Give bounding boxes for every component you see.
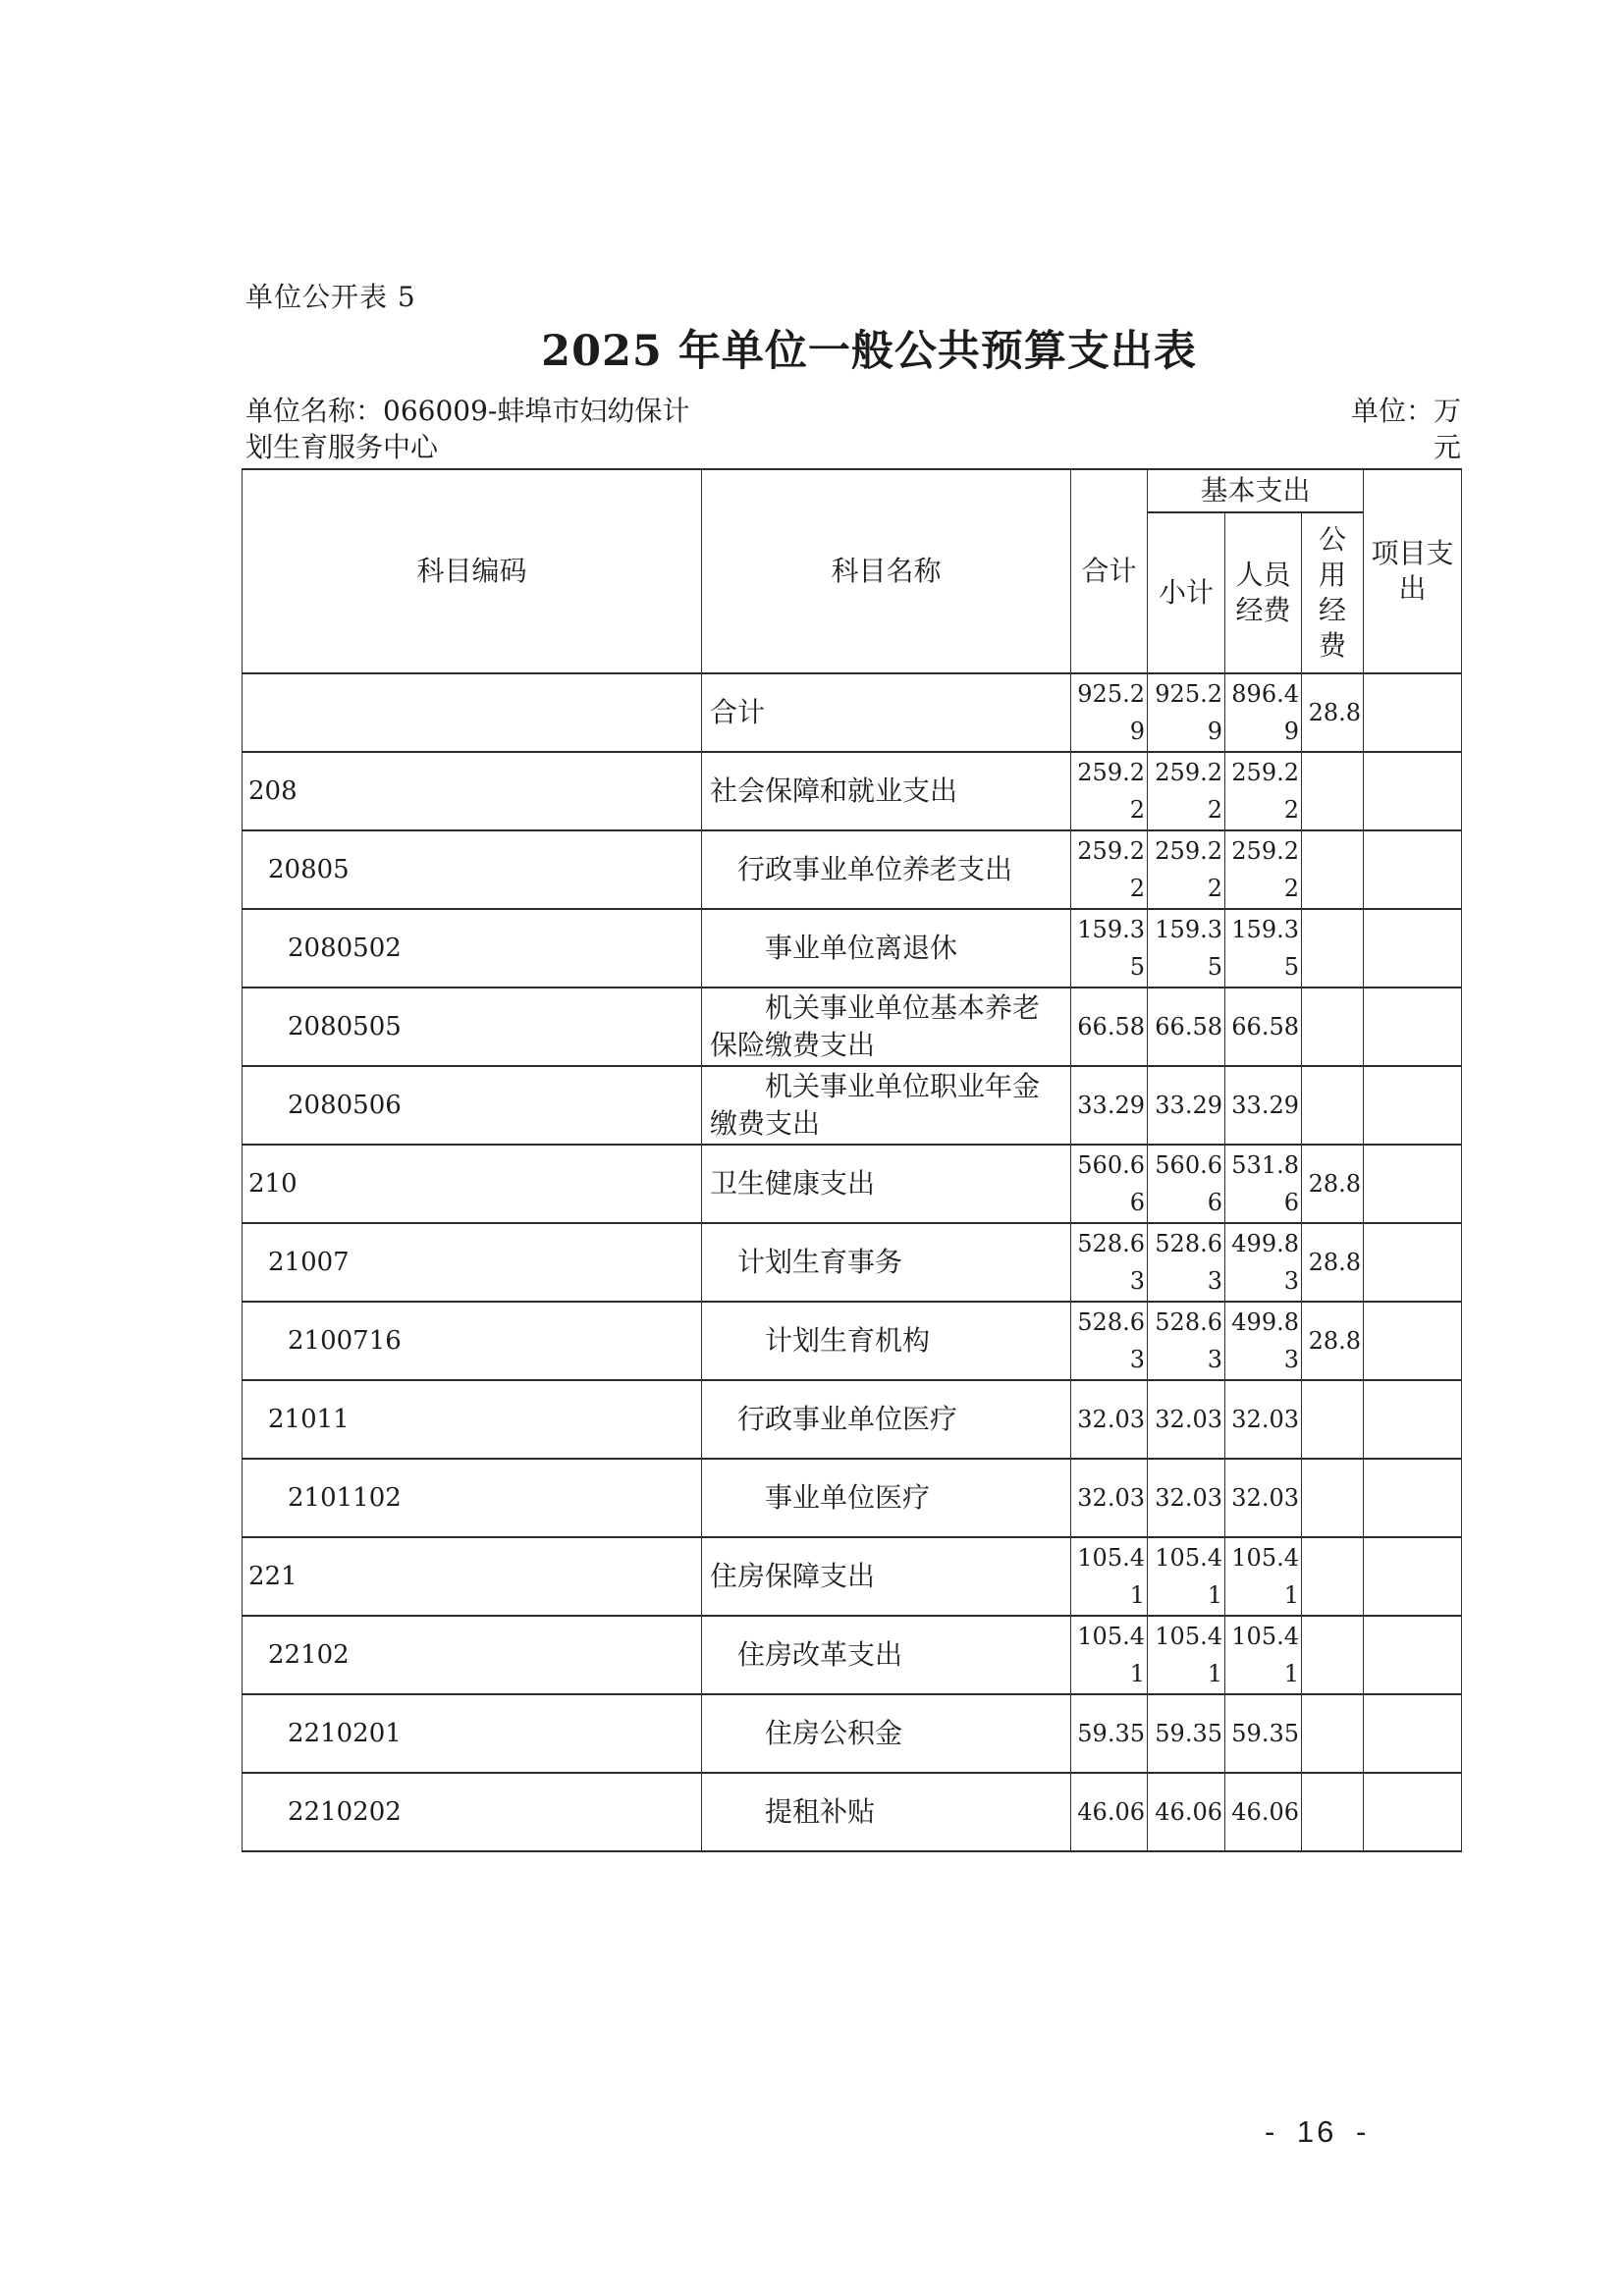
header-subject-code: 科目编码 [243, 469, 702, 673]
basic-subtotal-cell: 259.22 [1148, 752, 1225, 830]
public-funds-cell [1302, 1537, 1364, 1616]
basic-subtotal-cell: 528.63 [1148, 1302, 1225, 1380]
project-expenditure-cell [1364, 1616, 1462, 1694]
table-row [243, 673, 1462, 752]
personnel-funds-cell: 105.41 [1225, 1616, 1302, 1694]
subject-code-cell: 208 [243, 752, 702, 830]
basic-subtotal-cell: 33.29 [1148, 1066, 1225, 1145]
total-cell: 159.35 [1071, 909, 1148, 988]
subject-code-cell: 2210202 [243, 1773, 702, 1851]
subject-code-cell: 20805 [243, 830, 702, 909]
subject-code-cell: 221 [243, 1537, 702, 1616]
project-expenditure-cell [1364, 1302, 1462, 1380]
page-number: - 16 - [1265, 2114, 1370, 2149]
personnel-funds-cell: 59.35 [1225, 1694, 1302, 1773]
project-expenditure-cell [1364, 1145, 1462, 1223]
project-expenditure-cell [1364, 830, 1462, 909]
basic-subtotal-cell: 105.41 [1148, 1616, 1225, 1694]
total-cell: 46.06 [1071, 1773, 1148, 1851]
subject-code-cell: 2100716 [243, 1302, 702, 1380]
project-expenditure-cell [1364, 988, 1462, 1066]
page-content [242, 0, 1461, 1852]
project-expenditure-cell [1364, 909, 1462, 988]
unit-measure-label: 单位：万元 [1350, 395, 1461, 463]
personnel-funds-cell: 105.41 [1225, 1537, 1302, 1616]
table-row [243, 1066, 1462, 1145]
total-cell: 32.03 [1071, 1459, 1148, 1537]
table-header [243, 469, 1462, 673]
header-row-1 [243, 469, 1462, 512]
table-row [243, 1616, 1462, 1694]
public-funds-cell [1302, 1694, 1364, 1773]
basic-subtotal-cell: 32.03 [1148, 1380, 1225, 1459]
basic-subtotal-cell: 32.03 [1148, 1459, 1225, 1537]
table-row [243, 1223, 1462, 1302]
total-cell: 259.22 [1071, 752, 1148, 830]
personnel-funds-cell: 46.06 [1225, 1773, 1302, 1851]
basic-subtotal-cell: 66.58 [1148, 988, 1225, 1066]
subject-code-cell: 2080502 [243, 909, 702, 988]
doc-label: 单位公开表 5 [245, 281, 416, 313]
personnel-funds-cell: 32.03 [1225, 1380, 1302, 1459]
subject-code-cell: 2101102 [243, 1459, 702, 1537]
total-cell: 32.03 [1071, 1380, 1148, 1459]
page-title: 2025 年单位一般公共预算支出表 [541, 327, 1197, 376]
table-row [243, 1459, 1462, 1537]
subject-code-cell: 210 [243, 1145, 702, 1223]
subject-name-cell: 机关事业单位职业年金缴费支出 [702, 1066, 1071, 1145]
project-expenditure-cell [1364, 752, 1462, 830]
total-cell: 33.29 [1071, 1066, 1148, 1145]
subject-name-cell: 事业单位医疗 [702, 1459, 1071, 1537]
table-row [243, 1694, 1462, 1773]
header-subject-name: 科目名称 [702, 469, 1071, 673]
project-expenditure-cell [1364, 1537, 1462, 1616]
public-funds-cell [1302, 1459, 1364, 1537]
project-expenditure-cell [1364, 1066, 1462, 1145]
project-expenditure-cell [1364, 673, 1462, 752]
public-funds-cell [1302, 1380, 1364, 1459]
table-row [243, 752, 1462, 830]
subject-name-cell: 计划生育机构 [702, 1302, 1071, 1380]
public-funds-cell [1302, 752, 1364, 830]
personnel-funds-cell: 66.58 [1225, 988, 1302, 1066]
header-public-funds: 公用经费 [1302, 512, 1364, 673]
subject-name-cell: 计划生育事务 [702, 1223, 1071, 1302]
header-subtotal: 小计 [1148, 512, 1225, 673]
project-expenditure-cell [1364, 1380, 1462, 1459]
personnel-funds-cell: 896.49 [1225, 673, 1302, 752]
table-row [243, 1302, 1462, 1380]
total-cell: 528.63 [1071, 1302, 1148, 1380]
header-total: 合计 [1071, 469, 1148, 673]
total-cell: 259.22 [1071, 830, 1148, 909]
total-cell: 105.41 [1071, 1537, 1148, 1616]
subject-name-cell: 行政事业单位养老支出 [702, 830, 1071, 909]
personnel-funds-cell: 499.83 [1225, 1302, 1302, 1380]
basic-subtotal-cell: 105.41 [1148, 1537, 1225, 1616]
table-row [243, 988, 1462, 1066]
table-body [243, 673, 1462, 1851]
subject-code-cell: 2080505 [243, 988, 702, 1066]
basic-subtotal-cell: 259.22 [1148, 830, 1225, 909]
public-funds-cell [1302, 830, 1364, 909]
personnel-funds-cell: 159.35 [1225, 909, 1302, 988]
table-row [243, 1773, 1462, 1851]
table-row [243, 1537, 1462, 1616]
basic-subtotal-cell: 59.35 [1148, 1694, 1225, 1773]
table-row [243, 909, 1462, 988]
basic-subtotal-cell: 528.63 [1148, 1223, 1225, 1302]
public-funds-cell: 28.8 [1302, 1145, 1364, 1223]
subject-code-cell [243, 673, 702, 752]
basic-subtotal-cell: 46.06 [1148, 1773, 1225, 1851]
subject-code-cell: 21011 [243, 1380, 702, 1459]
meta-row [242, 393, 1461, 465]
personnel-funds-cell: 33.29 [1225, 1066, 1302, 1145]
subject-name-cell: 住房保障支出 [702, 1537, 1071, 1616]
basic-subtotal-cell: 560.66 [1148, 1145, 1225, 1223]
personnel-funds-cell: 499.83 [1225, 1223, 1302, 1302]
subject-code-cell: 2080506 [243, 1066, 702, 1145]
subject-code-cell: 22102 [243, 1616, 702, 1694]
public-funds-cell [1302, 988, 1364, 1066]
personnel-funds-cell: 259.22 [1225, 830, 1302, 909]
total-cell: 105.41 [1071, 1616, 1148, 1694]
personnel-funds-cell: 531.86 [1225, 1145, 1302, 1223]
public-funds-cell [1302, 1773, 1364, 1851]
table-row [243, 830, 1462, 909]
basic-subtotal-cell: 159.35 [1148, 909, 1225, 988]
public-funds-cell [1302, 1066, 1364, 1145]
table-row [243, 1145, 1462, 1223]
personnel-funds-cell: 32.03 [1225, 1459, 1302, 1537]
basic-subtotal-cell: 925.29 [1148, 673, 1225, 752]
public-funds-cell: 28.8 [1302, 673, 1364, 752]
subject-name-cell: 卫生健康支出 [702, 1145, 1071, 1223]
subject-code-cell: 2210201 [243, 1694, 702, 1773]
budget-table [242, 468, 1462, 1852]
personnel-funds-cell: 259.22 [1225, 752, 1302, 830]
subject-name-cell: 住房改革支出 [702, 1616, 1071, 1694]
total-cell: 66.58 [1071, 988, 1148, 1066]
table-row [243, 1380, 1462, 1459]
subject-name-cell: 事业单位离退休 [702, 909, 1071, 988]
total-cell: 560.66 [1071, 1145, 1148, 1223]
subject-code-cell: 21007 [243, 1223, 702, 1302]
subject-name-cell: 提租补贴 [702, 1773, 1071, 1851]
subject-name-cell: 行政事业单位医疗 [702, 1380, 1071, 1459]
header-project-expenditure: 项目支出 [1364, 469, 1462, 673]
public-funds-cell: 28.8 [1302, 1223, 1364, 1302]
public-funds-cell [1302, 1616, 1364, 1694]
header-personnel-funds: 人员经费 [1225, 512, 1302, 673]
header-basic-expenditure-group: 基本支出 [1148, 469, 1364, 512]
total-cell: 925.29 [1071, 673, 1148, 752]
subject-name-cell: 社会保障和就业支出 [702, 752, 1071, 830]
project-expenditure-cell [1364, 1694, 1462, 1773]
unit-name-label: 单位名称：066009-蚌埠市妇幼保计划生育服务中心 [245, 395, 690, 463]
total-cell: 59.35 [1071, 1694, 1148, 1773]
total-cell: 528.63 [1071, 1223, 1148, 1302]
subject-name-cell: 机关事业单位基本养老保险缴费支出 [702, 988, 1071, 1066]
subject-name-cell: 住房公积金 [702, 1694, 1071, 1773]
project-expenditure-cell [1364, 1459, 1462, 1537]
project-expenditure-cell [1364, 1223, 1462, 1302]
subject-name-cell: 合计 [702, 673, 1071, 752]
public-funds-cell: 28.8 [1302, 1302, 1364, 1380]
project-expenditure-cell [1364, 1773, 1462, 1851]
public-funds-cell [1302, 909, 1364, 988]
